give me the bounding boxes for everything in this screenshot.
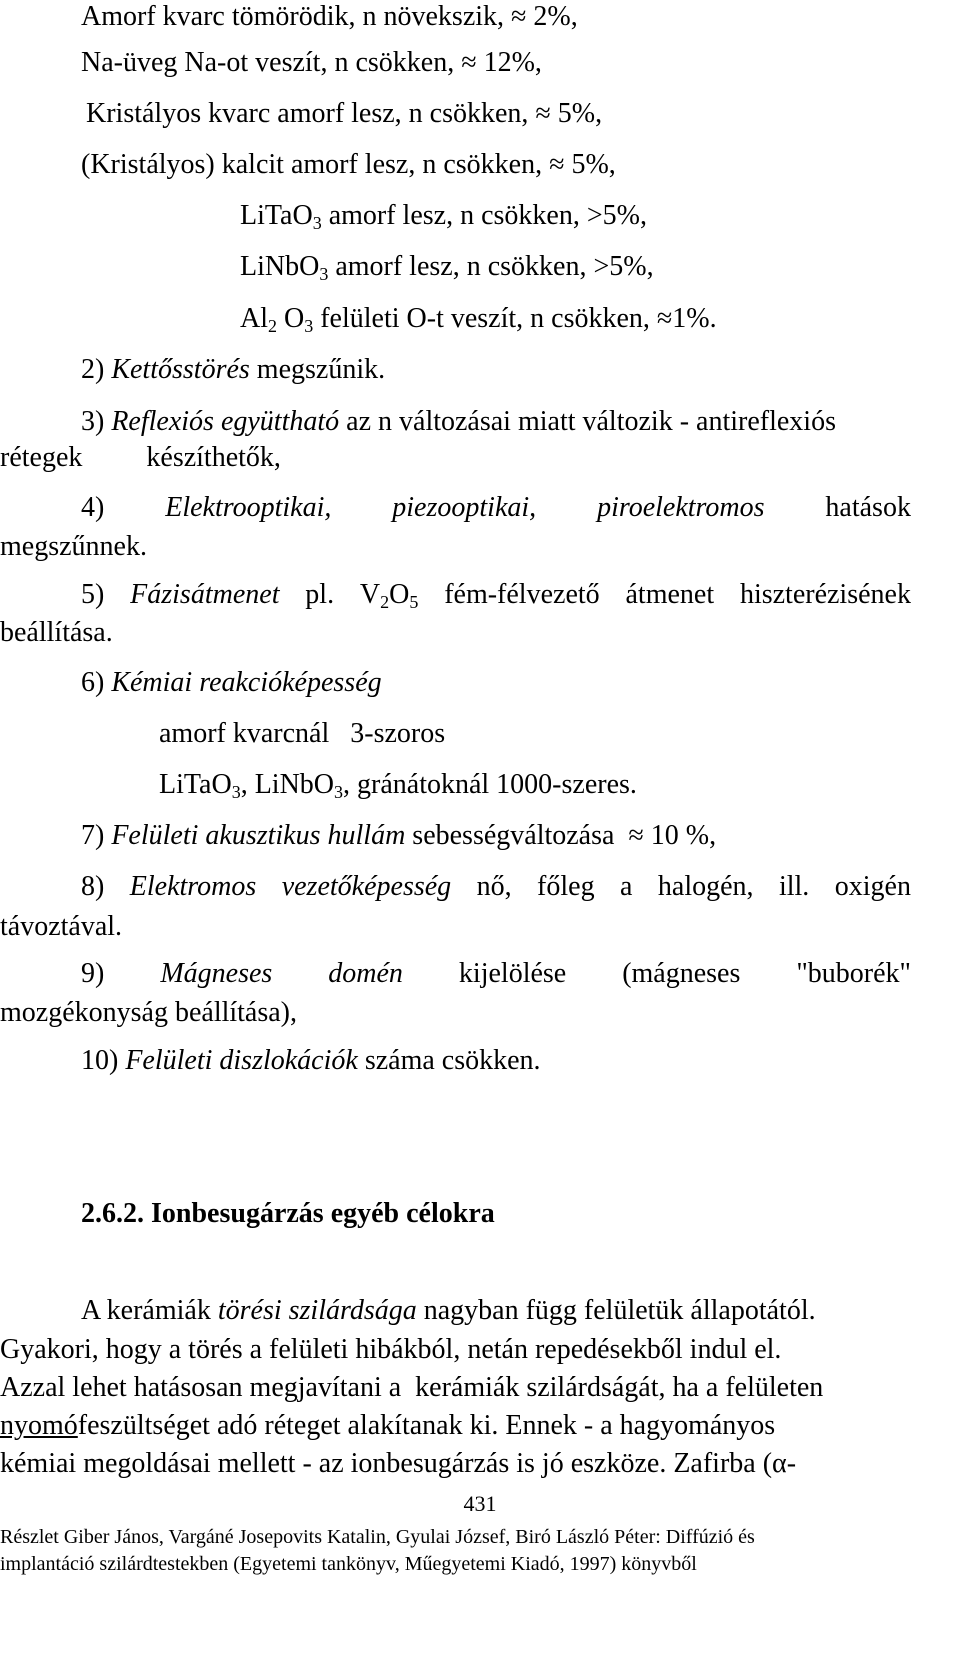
item-4: 4) Elektrooptikai, piezooptikai, piroelektromos hatások (81, 492, 911, 523)
section-heading: 2.6.2. Ionbesugárzás egyéb célokra (81, 1198, 495, 1229)
item-5: 5) Fázisátmenet pl. $V_2O_5$ fém-félvezető átmenet hiszterézisének (81, 579, 911, 612)
list-line: Amorf kvarc tömörödik, n növekszik, ≈ 2%, (81, 1, 578, 32)
para-line-1: A kerámiák törési szilárdsága nagyban függ felületük állapotától. (81, 1295, 816, 1326)
item-3-cont: rétegek készíthetők, (0, 442, 281, 473)
page-number: 431 (463, 1491, 497, 1516)
item-5-cont: beállítása. (0, 617, 113, 648)
footer-line-2: implantáció szilárdtestekben (Egyetemi tankönyv, Műegyetemi Kiadó, 1997) könyvből (0, 1553, 697, 1575)
item-3: 3) Reflexiós együttható az n változásai miatt változik - antireflexiós (81, 406, 836, 437)
item-8-cont: távoztával. (0, 911, 123, 942)
item-4-cont: megszűnnek. (0, 531, 147, 562)
item-2: 2) Kettősstörés megszűnik. (81, 354, 386, 385)
item-6: 6) Kémiai reakcióképesség (81, 667, 382, 698)
al2o3-line: $Al_2$ $O_3$ felületi O-t veszít, n csökken, ≈1%. (240, 303, 717, 336)
litao-line: LiTaO$_3$ amorf lesz, n csökken, >5%, (240, 200, 647, 233)
para-line-3: Azzal lehet hatásosan megjavítani a kerámiák szilárdságát, ha a felületen (0, 1372, 824, 1403)
para-line-4: nyomófeszültséget adó réteget alakítanak ki. Ennek - a hagyományos (0, 1410, 776, 1441)
item-9-cont: mozgékonyság beállítása), (0, 997, 298, 1028)
list-line: (Kristályos) kalcit amorf lesz, n csökken, ≈ 5%, (81, 149, 616, 180)
item-7: 7) Felületi akusztikus hullám sebességváltozása ≈ 10 %, (81, 820, 717, 851)
item-9: 9) Mágneses domén kijelölése (mágneses "buborék" (81, 958, 911, 989)
list-line: Kristályos kvarc amorf lesz, n csökken, ≈ 5%, (86, 98, 603, 129)
item-8: 8) Elektromos vezetőképesség nő, főleg a halogén, ill. oxigén (81, 871, 911, 902)
footer-line-1: Részlet Giber János, Vargáné Josepovits Katalin, Gyulai József, Biró László Péter: Diffúzió és (0, 1526, 755, 1548)
item-10: 10) Felületi diszlokációk száma csökken. (81, 1045, 541, 1076)
para-line-5: kémiai megoldásai mellett - az ionbesugárzás is jó eszköze. Zafirba (α- (0, 1448, 797, 1479)
item-6-sub1: amorf kvarcnál 3-szoros (159, 718, 446, 749)
item-6-sub2: LiTaO$_3$, LiNbO$_3$, gránátoknál 1000-szeres. (159, 769, 637, 802)
list-line: Na-üveg Na-ot veszít, n csökken, ≈ 12%, (81, 47, 542, 78)
linbo-line: LiNbO$_3$ amorf lesz, n csökken, >5%, (240, 251, 654, 284)
para-line-2: Gyakori, hogy a törés a felületi hibákból, netán repedésekből indul el. (0, 1334, 782, 1365)
